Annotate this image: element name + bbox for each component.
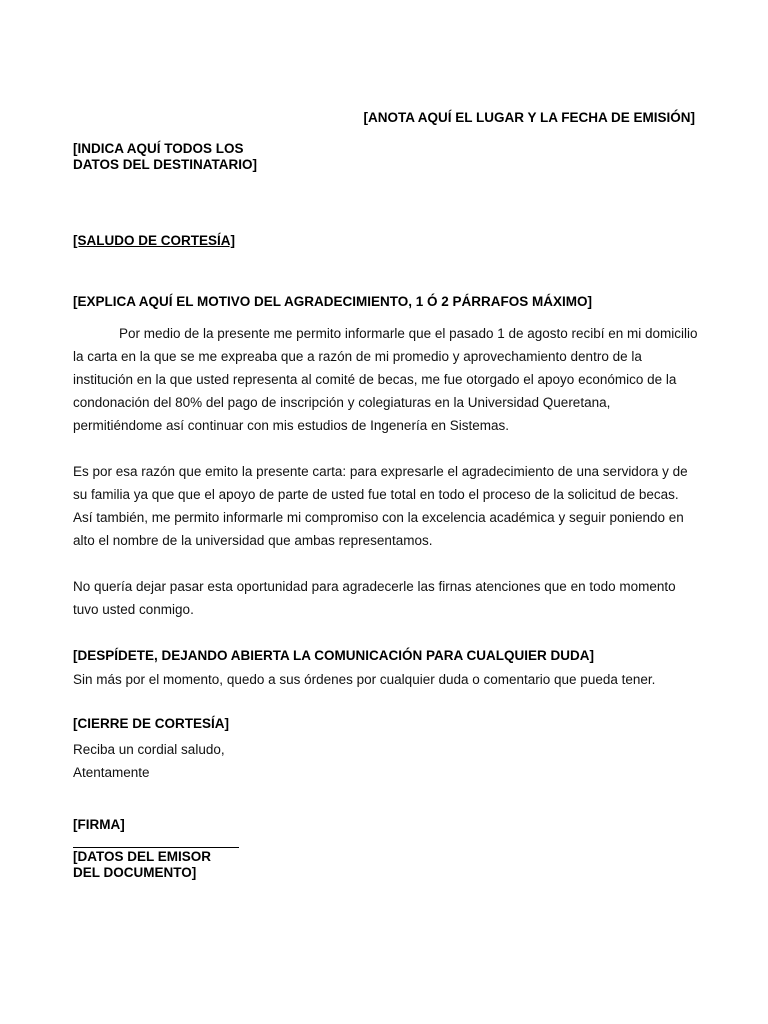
farewell-heading: [DESPÍDETE, DEJANDO ABIERTA LA COMUNICACIÓN PARA CUALQUIER DUDA] (73, 648, 595, 663)
body-paragraph: Por medio de la presente me permito informarle que el pasado 1 de agosto recibí en mi domicilio la carta en la que se me expreaba que a razón de mi promedio y aprovechamiento dentro de la institución en la que usted representa al comité de becas, me fue otorgado el apoyo económico de la condonación del 80% del pago de inscripción y colegiaturas en la Universidad Queretana, permitiéndome así continuar con mis estudios de Ingenería en Sistemas. (73, 326, 698, 433)
salutation-placeholder: [SALUDO DE CORTESÍA] (73, 233, 235, 248)
closing-block (73, 738, 225, 784)
issuer-block (73, 849, 211, 881)
recipient-line: [INDICA AQUÍ TODOS LOS (73, 141, 244, 156)
recipient-line: DATOS DEL DESTINATARIO] (73, 157, 258, 172)
issuer-line: DEL DOCUMENTO] (73, 865, 197, 880)
signature-line (73, 847, 239, 848)
place-date-placeholder: [ANOTA AQUÍ EL LUGAR Y LA FECHA DE EMISIÓN] (363, 110, 695, 125)
closing-heading: [CIERRE DE CORTESÍA] (73, 716, 230, 731)
issuer-line: [DATOS DEL EMISOR (73, 849, 212, 864)
recipient-block (73, 141, 257, 173)
reason-heading: [EXPLICA AQUÍ EL MOTIVO DEL AGRADECIMIENTO, 1 Ó 2 PÁRRAFOS MÁXIMO] (73, 294, 593, 309)
closing-line: Atentamente (73, 765, 150, 780)
closing-line: Reciba un cordial saludo, (73, 742, 225, 757)
body-paragraph: Es por esa razón que emito la presente carta: para expresarle el agradecimiento de una servidora y de su familia ya que que el apoyo de parte de usted fue total en todo el proceso de la solicitud de becas. Así también, me permito informarle mi compromiso con la excelencia académica y seguir poniendo en alto el nombre de la universidad que ambas representamos. (73, 464, 688, 548)
farewell-text: Sin más por el momento, quedo a sus órdenes por cualquier duda o comentario que pueda tener. (73, 672, 656, 687)
body-paragraph: No quería dejar pasar esta oportunidad para agradecerle las firnas atenciones que en todo momento tuvo usted conmigo. (73, 579, 676, 617)
signature-placeholder: [FIRMA] (73, 817, 125, 832)
